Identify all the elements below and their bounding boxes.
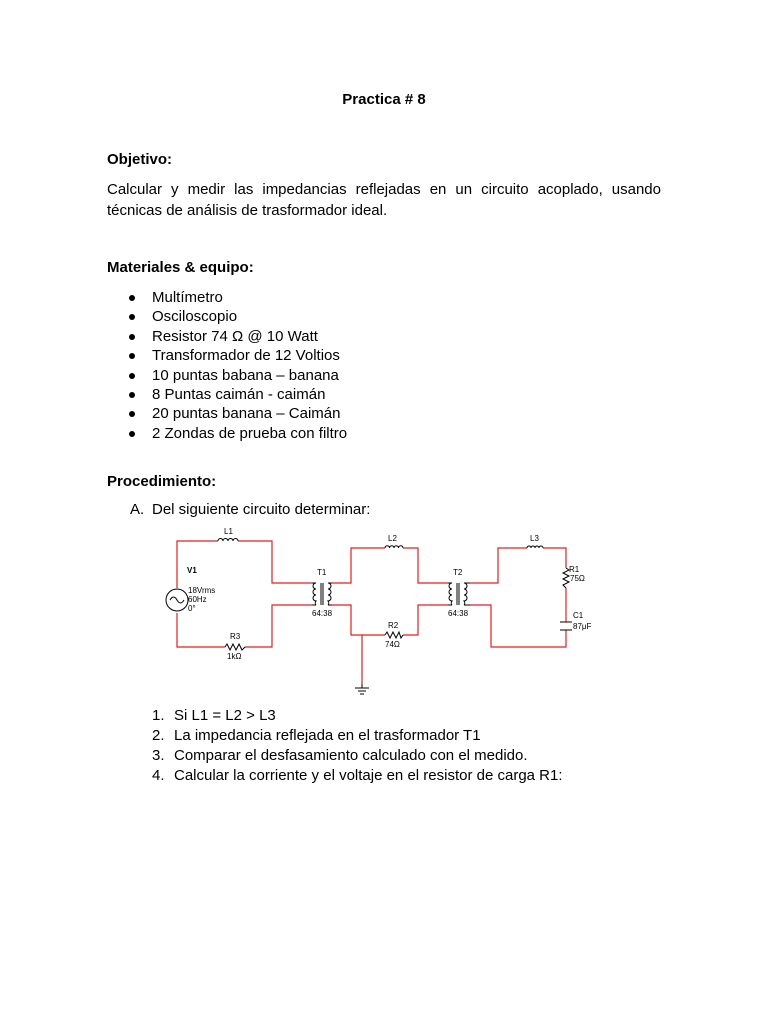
question-number: 2. <box>152 727 165 744</box>
label-v1-freq: 60Hz <box>188 595 207 604</box>
sine-wave-icon <box>170 597 184 603</box>
materials-heading: Materiales & equipo: <box>107 259 254 276</box>
list-item <box>152 706 563 726</box>
circuit-wires <box>177 541 566 684</box>
question-text: Si L1 = L2 > L3 <box>174 707 276 724</box>
label-r3-value: 1kΩ <box>227 652 242 661</box>
transformer-t2-icon <box>448 583 470 605</box>
material-item: 8 Puntas caimán - caimán <box>152 385 326 403</box>
material-item: 20 puntas banana – Caimán <box>152 405 341 423</box>
inductor-l2-icon <box>385 546 403 548</box>
label-v1-voltage: 18Vrms <box>188 586 216 595</box>
question-number: 4. <box>152 767 165 784</box>
inductor-l1-icon <box>218 539 238 542</box>
label-l1: L1 <box>224 527 233 536</box>
label-v1: V1 <box>187 566 197 575</box>
capacitor-c1-icon <box>560 622 572 630</box>
label-t2: T2 <box>453 568 463 577</box>
label-r1-value: 75Ω <box>570 574 585 583</box>
objective-text: Calcular y medir las impedancias reflejadas en un circuito acoplado, usando técnicas de análisis de trasformador ideal. <box>107 181 661 219</box>
step-marker: A. <box>130 501 145 518</box>
question-text: Calcular la corriente y el voltaje en el resistor de carga R1: <box>174 767 563 784</box>
label-r2-value: 74Ω <box>385 640 400 649</box>
ground-icon <box>355 684 369 694</box>
label-c1: C1 <box>573 611 584 620</box>
list-item <box>152 726 563 746</box>
label-l3: L3 <box>530 534 539 543</box>
inductor-l3-icon <box>527 546 543 548</box>
material-item: 2 Zondas de prueba con filtro <box>152 424 348 442</box>
label-t1-ratio: 64:38 <box>312 609 333 618</box>
page-title: Practica # 8 <box>342 91 426 108</box>
resistor-r2-icon <box>385 632 403 638</box>
step-text: Del siguiente circuito determinar: <box>152 501 371 518</box>
material-item: Multímetro <box>152 289 223 306</box>
questions-list <box>152 706 563 786</box>
circuit-components <box>166 539 572 695</box>
label-r2: R2 <box>388 621 399 630</box>
label-r3: R3 <box>230 632 241 641</box>
question-number: 1. <box>152 707 165 724</box>
question-text: La impedancia reflejada en el trasformador T1 <box>174 727 481 744</box>
objective-heading: Objetivo: <box>107 151 173 168</box>
list-item <box>152 766 563 786</box>
list-item <box>152 746 563 766</box>
label-t1: T1 <box>317 568 327 577</box>
procedure-heading: Procedimiento: <box>107 473 217 490</box>
material-item: 10 puntas babana – banana <box>152 366 339 384</box>
question-number: 3. <box>152 747 165 764</box>
material-item: Transformador de 12 Voltios <box>152 347 340 365</box>
question-text: Comparar el desfasamiento calculado con el medido. <box>174 747 528 764</box>
label-r1: R1 <box>569 565 580 574</box>
material-item: Osciloscopio <box>152 308 238 326</box>
transformer-t1-icon <box>312 583 332 605</box>
label-c1-value: 87μF <box>573 622 592 631</box>
label-t2-ratio: 64:38 <box>448 609 469 618</box>
resistor-r3-icon <box>225 644 245 650</box>
label-v1-phase: 0° <box>188 604 196 613</box>
label-l2: L2 <box>388 534 397 543</box>
material-item: Resistor 74 Ω @ 10 Watt <box>152 327 318 345</box>
